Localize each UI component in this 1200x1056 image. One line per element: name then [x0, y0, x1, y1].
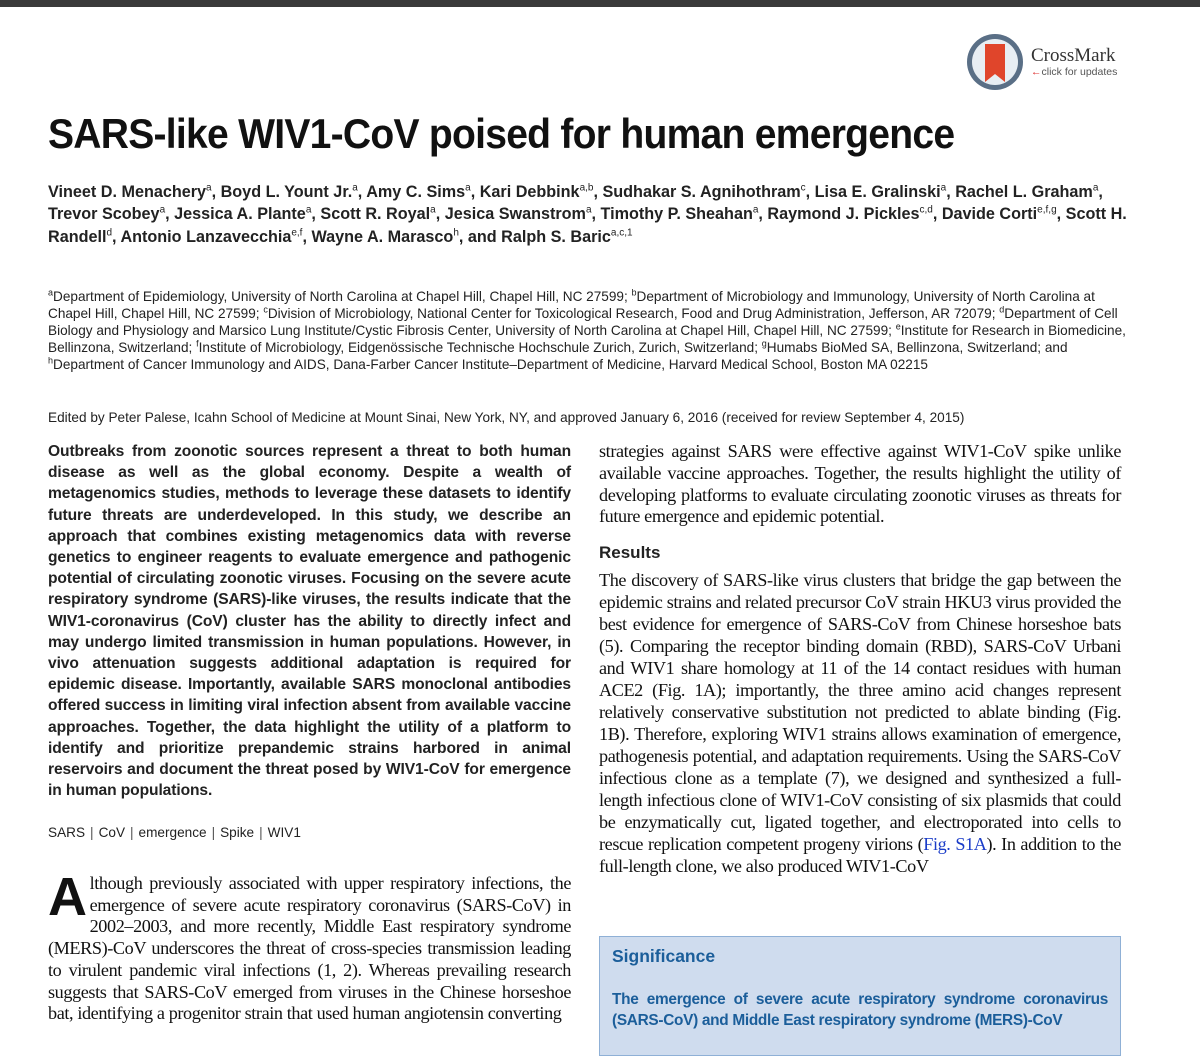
keyword-separator: |: [259, 825, 263, 840]
intro-paragraph: [48, 867, 571, 1025]
affiliations: [48, 288, 1128, 373]
keyword-separator: |: [130, 825, 134, 840]
keyword: CoV: [98, 825, 126, 840]
significance-text: The emergence of severe acute respiratory syndrome coronavirus (SARS-CoV) and Middle East respiratory syndrome (MERS)-CoV: [612, 991, 1108, 1029]
affiliation: $^b$Department of Microbiology and Immunology, University of North Carolina at Chapel Hill, Chapel Hill, NC 27599;: [48, 287, 1095, 321]
author: Antonio Lanzavecchia$^{e,f}$: [120, 227, 303, 246]
abstract: Outbreaks from zoonotic sources represent a threat to both human disease as well as the global economy. Despite a wealth of metagenomics studies, methods to leverage these datasets to identify future threats are underdeveloped. In this study, we describe an approach that combines existing metagenomics data with reverse genetics to engineer reagents to evaluate emergence and pathogenic potential of circulating zoonotic viruses. Focusing on the severe acute respiratory syndrome (SARS)-like viruses, the results indicate that the WIV1-coronavirus (CoV) cluster has the ability to directly infect and may undergo limited transmission in human populations. However, in vivo attenuation suggests additional adaptation is required for epidemic disease. Importantly, available SARS monoclonal antibodies offered success in limiting viral infection absent from available vaccine approaches. Together, the data highlight the utility of a platform to identify and prioritize prepandemic strains harbored in animal reservoirs and document the threat posed by WIV1-CoV for emergence in human populations.: [48, 443, 571, 800]
affiliation: $^h$Department of Cancer Immunology and AIDS, Dana-Farber Cancer Institute–Department of Medicine, Harvard Medical School, Boston MA 02215: [48, 355, 928, 372]
author: Vineet D. Menachery$^a$: [48, 182, 212, 201]
right-column-text: strategies against SARS were effective against WIV1-CoV spike unlike available vaccine approaches. Together, the results highlight the utility of developing platforms to evaluate circulating zoonotic viruses as threats for future emergence and epidemic potential.: [599, 441, 1121, 527]
keyword: SARS: [48, 825, 86, 840]
arrow-left-icon: ←: [1031, 66, 1042, 78]
results-paragraph: [599, 569, 1121, 877]
results-text: The discovery of SARS-like virus clusters that bridge the gap between the epidemic strains and related precursor CoV strain HKU3 virus provided the best evidence for emergence of SARS-CoV from Chinese horseshoe bats (5). Comparing the receptor binding domain (RBD), SARS-CoV Urbani and WIV1 share homology at 11 of the 14 contact residues with human ACE2 (Fig. 1A); importantly, the three amino acid changes represent relatively conservative substitution not predicted to ablate binding (Fig. 1B). Therefore, exploring WIV1 strains allows examination of emergence, pathogenesis potential, and adaptation requirements. Using the SARS-CoV infectious clone as a template (7), we designed and synthesized a full-length infectious clone of WIV1-CoV consisting of six plasmids that could be enzymatically cut, ligated together, and electroporated into cells to rescue replication competent progeny virions (: [599, 570, 1121, 854]
author: Sudhakar S. Agnihothram$^c$: [602, 182, 806, 201]
crossmark-logo-icon: [965, 32, 1025, 92]
affiliation: $^g$Humabs BioMed SA, Bellinzona, Switzerland; and: [761, 338, 1068, 355]
author: Davide Corti$^{e,f,g}$: [941, 204, 1057, 224]
edited-by: Edited by Peter Palese, Icahn School of Medicine at Mount Sinai, New York, NY, and approved January 6, 2016 (received for review September 4, 2015): [48, 410, 965, 425]
author: Boyd L. Yount Jr.$^a$: [220, 182, 358, 201]
affiliation: $^d$Department of Cell Biology and Physiology and Marsico Lung Institute/Cystic Fibrosis Center, University of North Carolina at Chapel Hill, Chapel Hill, NC 27599;: [48, 304, 1118, 338]
article-title: SARS-like WIV1-CoV poised for human emergence: [48, 110, 955, 157]
author: Kari Debbink$^{a,b}$: [479, 182, 594, 201]
intro-text: lthough previously associated with upper respiratory infections, the emergence of severe acute respiratory coronavirus (SARS-CoV) in 2002–2003, and more recently, Middle East respiratory syndrome (MERS)-CoV underscores the threat of cross-species transmission leading to virulent pandemic viral infections (1, 2). Whereas prevailing research suggests that SARS-CoV emerged from viruses in the Chinese horseshoe bat, identifying a progenitor strain that used human angiotensin converting: [48, 873, 571, 1024]
keywords: [48, 825, 301, 840]
keyword: WIV1: [267, 825, 301, 840]
author: and Ralph S. Baric$^{a,c,1}$: [467, 227, 633, 246]
author: Jessica A. Plante$^a$: [174, 204, 312, 224]
author: Lisa E. Gralinski$^a$: [814, 182, 947, 201]
keyword: emergence: [138, 825, 207, 840]
drop-cap: A: [48, 867, 87, 927]
crossmark-sub: click for updates: [1041, 66, 1118, 78]
affiliation: $^c$Division of Microbiology, National Center for Toxicological Research, Food and Drug Administration, Jefferson, AR 72079;: [263, 304, 1000, 321]
affiliation: $^e$Institute for Research in Biomedicine, Bellinzona, Switzerland;: [48, 321, 1126, 355]
author: Wayne A. Marasco$^h$: [311, 227, 459, 246]
crossmark-label: CrossMark: [1031, 45, 1116, 66]
results-text-end: ). In addition to the full-length clone, we also produced WIV1-CoV: [599, 834, 1121, 876]
affiliation: $^a$Department of Epidemiology, University of North Carolina at Chapel Hill, Chapel Hill, NC 27599;: [48, 287, 632, 304]
author: Amy C. Sims$^a$: [366, 182, 471, 201]
fig-s1a-link[interactable]: Fig. S1A: [923, 834, 987, 854]
author-list: Vineet D. Menachery$^a$, Boyd L. Yount Jr.$^a$, Amy C. Sims$^a$, Kari Debbink$^{a,b}$, Sudhakar S. Agnihothram$^c$, Lisa E. Gralinski$^a$, Rachel L. Graham$^a$, Trevor Scobey$^a$, Jessica A. Plante$^a$, Scott R. Royal$^a$, Jesica Swanstrom$^a$, Timothy P. Sheahan$^a$, Raymond J. Pickles$^{c,d}$, Davide Corti$^{e,f,g}$, Scott H. Randell$^d$, Antonio Lanzavecchia$^{e,f}$, Wayne A. Marasco$^h$, and Ralph S. Baric$^{a,c,1}$: [48, 182, 1127, 246]
results-heading: Results: [599, 543, 661, 562]
author: Scott R. Royal$^a$: [320, 204, 436, 224]
crossmark-badge[interactable]: [965, 32, 1117, 92]
keyword: Spike: [220, 825, 255, 840]
author: Jesica Swanstrom$^a$: [444, 204, 592, 224]
affiliation: $^f$Institute of Microbiology, Eidgenössische Technische Hochschule Zurich, Zurich, Switzerland;: [196, 338, 762, 355]
author: Rachel L. Graham$^a$: [955, 182, 1099, 201]
author: Raymond J. Pickles$^{c,d}$: [767, 204, 933, 224]
author: Scott H. Randell$^d$: [48, 205, 1127, 246]
author: Timothy P. Sheahan$^a$: [600, 204, 759, 224]
keyword-separator: |: [211, 825, 216, 840]
top-bar: [0, 0, 1200, 7]
keyword-separator: |: [90, 825, 94, 840]
author: Trevor Scobey$^a$: [48, 204, 166, 224]
significance-box: [599, 936, 1121, 1056]
significance-heading: Significance: [612, 946, 716, 966]
